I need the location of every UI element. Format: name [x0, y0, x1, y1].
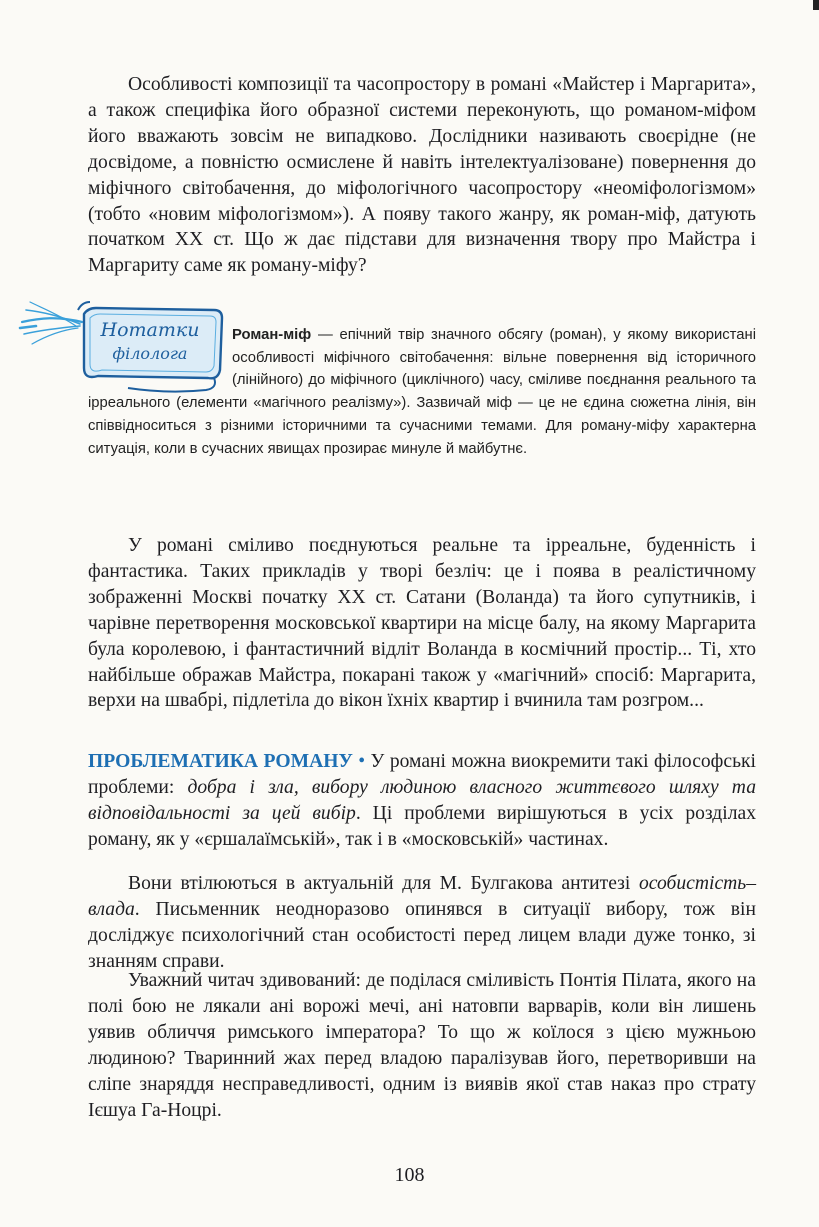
paragraph-antithesis — [88, 871, 756, 975]
antithesis-end: . Письменник неодноразово опинявся в ситуації вибору, тож він досліджує психологічний стан особистості перед лицем влади дуже тонко, зі знанням справи. — [88, 898, 756, 972]
bullet-icon: • — [352, 751, 371, 772]
problems-text-italic: добра і зла, вибору людиною власного життєвого шляху та відповідальності за цей вибір — [88, 776, 756, 824]
definition-term: Роман-міф — [232, 327, 312, 343]
section-heading: ПРОБЛЕМАТИКА РОМАНУ — [88, 751, 353, 772]
paragraph-real-unreal: У романі сміливо поєднуються реальне та ірреальне, буденність і фантастика. Таких прикладів у творі безліч: це і поява в реалістичному зображенні Москві початку XX ст. Сатани (Воланда) та його супутників, і чарівне перетворення московської квартири на місце балу, на якому Маргарита була королевою, і фантастичний відліт Воланда в космічний простір... Ті, хто найбільше ображав Майстра, покарані також у «магічний» спосіб: Маргарита, верхи на швабрі, підлетіла до вікон їхніх квартир і вчинила там розгром... — [88, 535, 756, 712]
page-number: 108 — [394, 1164, 425, 1186]
emblem-spacer — [88, 324, 232, 388]
notes-label-line1: Нотатки — [100, 319, 200, 341]
antithesis-start: Вони втілюються в актуальній для М. Булгакова антитезі — [128, 873, 639, 894]
problems-text-end: . Ці проблеми вирішуються в усіх розділах роману, як у «єршалаїмській», так і в «московській» частинах. — [88, 802, 756, 850]
paragraph-problems — [88, 749, 756, 853]
scan-corner-mark — [813, 0, 819, 10]
paragraph-composition: Особливості композиції та часопростору в романі «Майстер і Маргарита», а також специфіка його образної системи переконують, що романом-міфом його вважають зовсім не випадково. Дослідники називають своєрідне (не досвідоме, а повністю осмислене й навіть інтелектуалізоване) повернення до міфічного світобачення, до міфологічного часопростору «неоміфологізмом» (тобто «новим міфологізмом»). А появу такого жанру, як роман-міф, датують початком XX ст. Що ж дає підстави для визначення твору про Майстра і Маргариту саме як роману-міфу? — [88, 74, 756, 277]
definition-box — [88, 324, 756, 460]
problems-text-start: У романі можна виокремити такі філософські проблеми: — [88, 751, 756, 798]
notes-label-line2: філолога — [112, 344, 188, 363]
paragraph-pilate: Уважний читач здивований: де поділася сміливість Понтія Пілата, якого на полі бою не лякали ані ворожі мечі, ані натовпи варварів, коли він лишень уявив обличчя римського імператора? То що ж коїлося з цією мужньою людиною? Тваринний жах перед владою паралізував його, перетворивши на сліпе знаряддя несправедливості, одним із виявів якої став наказ про страту Ієшуа Га-Ноцрі. — [88, 970, 756, 1121]
antithesis-italic: особистість–влада — [88, 873, 756, 920]
definition-text: — епічний твір значного обсягу (роман), у якому використані особливості міфічного світобачення: вільне повернення від історичного (лінійного) до міфічного (циклічного) часу, сміливе поєднання реального та ірреального (елементи «магічного реалізму»). Зазвичай міф — це не єдина сюжетна лінія, він співвідноситься з різними історичними та сучасними темами. Для роману-міфу характерна ситуація, коли в сучасних явищах прозирає минуле й майбутнє. — [88, 327, 756, 457]
